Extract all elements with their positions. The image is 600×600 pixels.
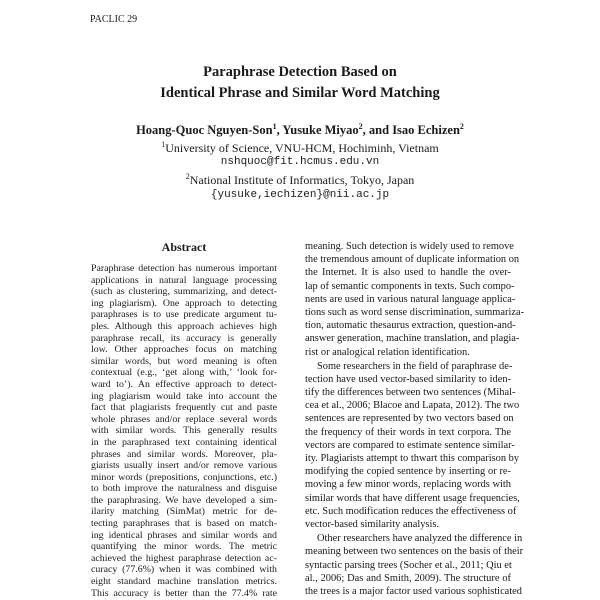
body-line: the tremendous amount of duplicate information on — [305, 254, 520, 266]
author-name: Yusuke Miyao — [282, 123, 359, 138]
body-line: cea et al., 2006; Blacoe and Lapata, 2012). The two — [305, 400, 520, 412]
abstract-line: tecting paraphrases that is based on match- — [91, 518, 277, 530]
abstract-line: giarists usually insert and/or remove various — [91, 460, 277, 472]
abstract-line: ing plagiarism). One approach to detecting — [91, 297, 277, 309]
abstract-line: similar words, but word meaning is often — [91, 355, 277, 367]
body-line: ity. Plagiarists attempt to thwart this comparison by — [305, 453, 520, 464]
abstract-body — [91, 263, 277, 599]
paper-title-line-1: Paraphrase Detection Based on — [203, 64, 397, 80]
abstract-line: Paraphrase detection has numerous important — [91, 263, 277, 274]
email-2: {yusuke,iechizen}@nii.ac.jp — [210, 189, 390, 201]
body-line: the frequency of their words in text corpora. The — [305, 426, 511, 438]
affil-name: University of Science, VNU-HCM, Hochiminh, Vietnam — [165, 141, 439, 155]
author-name: Isao Echizen — [392, 123, 460, 138]
body-line: meaning. Such detection is widely used to remove — [305, 241, 514, 252]
running-header: PACLIC 29 — [90, 14, 138, 25]
body-line: sentences are represented by two vectors based on — [305, 413, 514, 425]
abstract-line: eight standard machine translation metrics. — [91, 576, 277, 588]
affil-mark: 2 — [185, 172, 190, 181]
paper-title-line-2: Identical Phrase and Similar Word Matching — [160, 85, 440, 101]
affiliation-2 — [0, 172, 600, 188]
abstract-line: contextual (e.g., ‘get along with,’ ‘look for- — [91, 367, 277, 379]
author-list — [0, 122, 600, 138]
body-text — [305, 240, 525, 598]
author-affil-mark: 1 — [272, 122, 277, 131]
body-line: tify the differences between two sentences (Mihal- — [305, 387, 516, 399]
author-affil-mark: 2 — [459, 122, 464, 131]
body-line: nents are used in various natural language applica- — [305, 293, 516, 305]
affiliation-1 — [0, 140, 600, 156]
abstract-line: This accuracy is better than the 77.4% rate — [91, 587, 277, 599]
abstract-line: (such as clustering, summarizing, and detect- — [91, 286, 277, 298]
abstract-line: ilarity matching (SimMat) metric for de- — [91, 506, 277, 518]
body-line: tions such as word sense discrimination, summariza- — [305, 306, 525, 318]
abstract-line: ing plagiarism would take into account the — [91, 390, 277, 402]
abstract-line: fact that plagiarists frequently cut and paste — [91, 402, 277, 414]
abstract-line: the paraphrasing. We have developed a sim- — [91, 494, 277, 506]
body-line: rist or analogical relation identification. — [305, 346, 470, 358]
body-line: answer generation, machine translation, and plagia- — [305, 333, 520, 345]
abstract-line: phrases and similar words. Moreover, pla- — [91, 448, 277, 460]
abstract-line: ples. Although this approach achieves high — [91, 320, 277, 332]
author-separator: , and — [362, 123, 393, 138]
body-line: al., 2006; Das and Smith, 2009). The structure of — [305, 572, 511, 584]
abstract-line: curacy (77.6%) when it was combined with — [91, 564, 277, 576]
body-line: Other researchers have analyzed the difference in — [317, 533, 523, 545]
abstract-line: paraphrase recall, its accuracy is generally — [91, 332, 277, 344]
body-line: tion, automatic thesaurus extraction, question-and- — [305, 320, 516, 332]
author-affil-mark: 2 — [358, 122, 363, 131]
body-line: syntactic parsing trees (Socher et al., 2011; Qiu et — [305, 559, 512, 571]
abstract-heading: Abstract — [161, 240, 207, 254]
abstract-line: whole phrases and/or replace several words — [91, 413, 277, 425]
body-line: etc. Such modification reduces the effectiveness of — [305, 505, 517, 517]
body-line: vectors are compared to estimate sentence similar- — [305, 439, 515, 451]
body-line: the Internet. It is also used to handle the over- — [305, 267, 511, 279]
abstract-line: ward to’). An effective approach to detect- — [91, 378, 277, 390]
abstract-line: ing identical phrases and similar words and — [91, 529, 277, 541]
body-line: Some researchers in the field of paraphrase de- — [317, 360, 513, 372]
body-line: the trees is a major factor used various sophisticated — [305, 585, 522, 597]
affil-mark: 1 — [161, 140, 166, 149]
body-line: meaning between two sentences on the basis of their — [305, 546, 524, 558]
body-line: similar words that have different usage frequencies, — [305, 492, 520, 504]
abstract-line: applications in natural language processing — [91, 274, 277, 286]
author-separator: , — [276, 123, 283, 138]
abstract-line: minor words (prepositions, conjunctions, etc.) — [91, 471, 277, 483]
abstract-line: achieved the highest paraphrase detection ac- — [91, 552, 277, 564]
abstract-line: in the paraphrased text containing identical — [91, 436, 277, 448]
body-line: lap of semantic components in texts. Such compo- — [305, 280, 515, 292]
body-line: vector-based similarity analysis. — [305, 518, 439, 530]
email-1: nshquoc@fit.hcmus.edu.vn — [220, 156, 380, 168]
abstract-line: quantifying the minor words. The metric — [91, 541, 277, 553]
abstract-line: to both improve the naturalness and disguise — [91, 483, 277, 495]
body-line: modifying the copied sentence by inserting or re- — [305, 466, 511, 478]
abstract-line: low. Other approaches focus on matching — [91, 344, 277, 356]
author-name: Hoang-Quoc Nguyen-Son — [136, 123, 273, 138]
abstract-line: paraphrases is to use predicate argument tu- — [91, 309, 277, 321]
affil-name: National Institute of Informatics, Tokyo, Japan — [189, 173, 415, 187]
body-line: moving a few minor words, replacing words with — [305, 479, 511, 491]
abstract-line: with similar words. This generally results — [91, 425, 277, 437]
body-line: tection have used vector-based similarity to iden- — [305, 373, 511, 385]
